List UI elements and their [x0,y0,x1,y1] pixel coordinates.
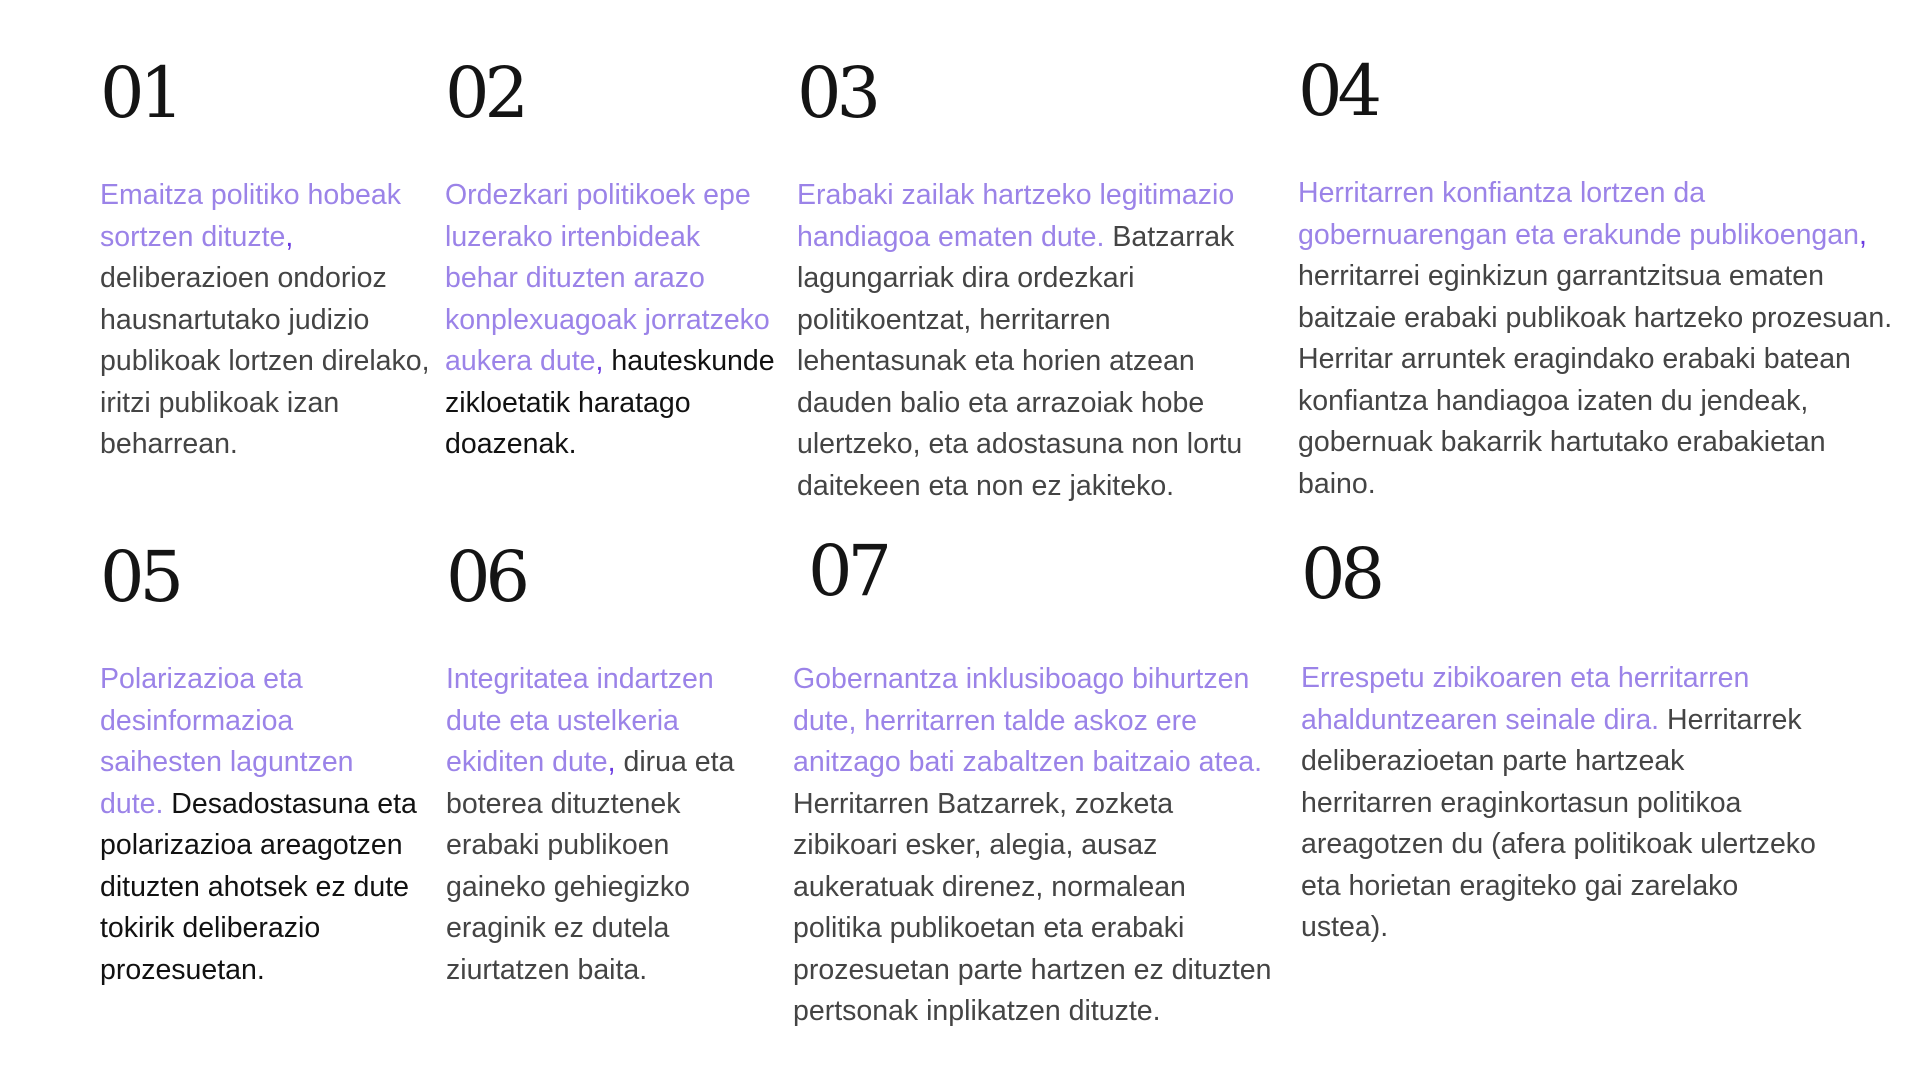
item-number: 04 [1298,50,1378,132]
item-body: deliberazioen ondorioz hausnartutako judizio publikoak lortzen direlako, iritzi publikoak izan beharrean. [100,262,430,460]
item-accent: , [1858,218,1867,251]
item-text [100,175,445,466]
item-number: 07 [808,530,888,612]
item-body: Desadostasuna eta polarizazioa areagotzen dituzten ahotsek ez dute tokirik deliberazio prozesuetan. [100,787,417,986]
item-body: hauteskunde zikloetatik haratago doazenak. [445,345,775,460]
item-body: dirua eta boterea dituztenek erabaki publikoen gaineko gehiegizko eraginik ez dutela ziurtatzen baita. [446,746,735,986]
item-body: Batzarrak lagungarriak dira ordezkari politikoentzat, herritarren lehentasunak eta horien atzean dauden balio eta arrazoiak hobe ulertzeko, eta adostasuna non lortu daitekeen eta non ez jakiteko. [797,220,1243,502]
item-accent: , [607,746,616,778]
item-accent: , [285,220,294,253]
item-number: 08 [1301,533,1381,615]
item-number: 03 [797,52,877,134]
item-text [793,659,1273,1033]
item-number: 02 [445,52,525,134]
item-highlight: Herritarren konfiantza lortzen da gobernuarengan eta erakunde publikoengan [1298,177,1859,251]
item-body: herritarrei eginkizun garrantzitsua ematen baitzaie erabaki publikoak hartzeko prozesuan. Herritar arruntek eragindako erabaki batean konfiantza handiagoa izaten du jendeak, gobernuak bakarrik hartutako erabakietan baino. [1298,260,1893,500]
item-body: Herritarrek deliberazioetan parte hartzeak herritarren eraginkortasun politikoa areagotzen du (afera politikoak ulertzeko eta horietan eragiteko gai zarelako ustea). [1301,703,1816,943]
item-body: Herritarren Batzarrek, zozketa zibikoari esker, alegia, ausaz aukeratuak direnez, normalean politika publikoetan eta erabaki prozesuetan parte hartzen ez dituzten pertsonak inplikatzen dituzte. [793,787,1272,1027]
item-number: 01 [100,52,180,134]
item-text [1298,173,1898,505]
item-text [446,659,746,991]
item-number: 06 [446,536,526,618]
item-text [1301,658,1821,949]
item-highlight: Emaitza politiko hobeak sortzen dituzte [100,179,402,253]
item-text [445,175,780,466]
item-text [100,659,420,991]
item-highlight: Gobernantza inklusiboago bihurtzen dute, herritarren talde askoz ere anitzago bati zabaltzen baitzaio atea. [793,663,1262,778]
item-highlight: Integritatea indartzen dute eta ustelkeria ekiditen dute [446,663,714,778]
item-highlight: Polarizazioa eta desinformazioa saihesten laguntzen dute. [100,663,354,820]
item-text [797,175,1277,507]
item-accent: , [595,345,604,377]
item-highlight: Errespetu zibikoaren eta herritarren ahalduntzearen seinale dira. [1301,662,1750,736]
item-number: 05 [100,536,180,618]
item-highlight: Ordezkari politikoek epe luzerako irtenbideak behar dituzten arazo konplexuagoak jorratzeko aukera dute [445,179,770,377]
item-highlight: Erabaki zailak hartzeko legitimazio handiagoa ematen dute. [797,179,1235,253]
